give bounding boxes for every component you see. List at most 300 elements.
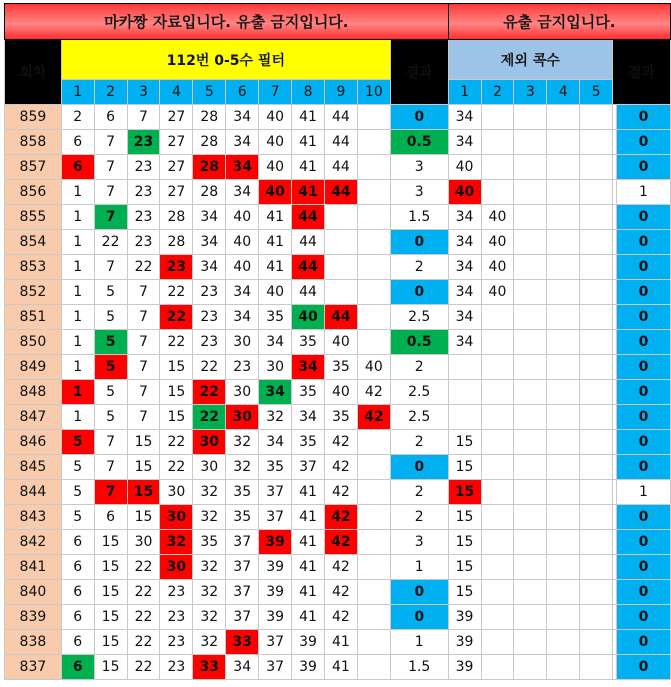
number-cell[interactable]: 44 [292, 255, 325, 280]
round-cell[interactable]: 858 [5, 130, 62, 155]
number-cell[interactable]: 22 [127, 580, 160, 605]
number-cell[interactable]: 1 [61, 180, 94, 205]
excluded-number-cell[interactable] [580, 530, 613, 555]
number-cell[interactable]: 34 [226, 105, 259, 130]
excluded-number-cell[interactable] [481, 480, 514, 505]
excluded-number-cell[interactable] [514, 530, 547, 555]
result2-cell[interactable]: 0 [616, 555, 670, 580]
excluded-number-cell[interactable] [547, 255, 580, 280]
number-cell[interactable]: 32 [193, 605, 226, 630]
excluded-number-cell[interactable] [481, 580, 514, 605]
excluded-number-cell[interactable] [580, 555, 613, 580]
excluded-number-cell[interactable]: 15 [448, 480, 481, 505]
round-cell[interactable]: 856 [5, 180, 62, 205]
number-cell[interactable]: 32 [259, 405, 292, 430]
excluded-number-cell[interactable]: 34 [448, 205, 481, 230]
number-cell[interactable]: 37 [259, 630, 292, 655]
excluded-number-cell[interactable] [580, 355, 613, 380]
excluded-number-cell[interactable] [448, 355, 481, 380]
number-cell[interactable]: 35 [226, 505, 259, 530]
number-cell[interactable]: 40 [259, 180, 292, 205]
number-cell[interactable]: 44 [324, 105, 357, 130]
excluded-number-cell[interactable]: 40 [481, 255, 514, 280]
round-cell[interactable]: 851 [5, 305, 62, 330]
number-cell[interactable]: 35 [324, 355, 357, 380]
number-cell[interactable]: 5 [61, 430, 94, 455]
excluded-number-cell[interactable] [580, 105, 613, 130]
result-cell[interactable]: 1.5 [390, 655, 448, 680]
number-cell[interactable]: 34 [226, 305, 259, 330]
number-cell[interactable]: 6 [61, 155, 94, 180]
excluded-number-cell[interactable] [481, 555, 514, 580]
excluded-number-cell[interactable] [547, 180, 580, 205]
result2-cell[interactable]: 0 [616, 505, 670, 530]
number-cell[interactable]: 7 [94, 205, 127, 230]
number-cell[interactable]: 34 [259, 430, 292, 455]
number-cell[interactable]: 22 [193, 380, 226, 405]
number-cell[interactable]: 32 [193, 580, 226, 605]
number-cell[interactable]: 42 [324, 505, 357, 530]
number-cell[interactable]: 23 [193, 330, 226, 355]
number-cell[interactable]: 42 [324, 480, 357, 505]
number-cell[interactable]: 5 [94, 305, 127, 330]
number-cell[interactable]: 22 [127, 655, 160, 680]
excluded-number-cell[interactable]: 15 [448, 555, 481, 580]
number-cell[interactable]: 7 [94, 430, 127, 455]
result2-cell[interactable]: 0 [616, 355, 670, 380]
number-cell[interactable]: 22 [193, 355, 226, 380]
result2-cell[interactable]: 0 [616, 255, 670, 280]
number-cell[interactable] [357, 530, 390, 555]
excluded-number-cell[interactable] [514, 180, 547, 205]
excluded-number-cell[interactable] [547, 205, 580, 230]
result2-cell[interactable]: 0 [616, 305, 670, 330]
number-cell[interactable]: 1 [61, 405, 94, 430]
excluded-number-cell[interactable] [547, 130, 580, 155]
number-cell[interactable]: 35 [292, 330, 325, 355]
excluded-number-cell[interactable] [514, 655, 547, 680]
result-cell[interactable]: 1.5 [390, 205, 448, 230]
excluded-number-cell[interactable] [514, 155, 547, 180]
excluded-number-cell[interactable] [547, 555, 580, 580]
number-cell[interactable] [357, 580, 390, 605]
round-cell[interactable]: 843 [5, 505, 62, 530]
result-cell[interactable]: 2.5 [390, 405, 448, 430]
number-cell[interactable]: 32 [193, 480, 226, 505]
excluded-number-cell[interactable] [580, 230, 613, 255]
excluded-number-cell[interactable]: 40 [448, 155, 481, 180]
number-cell[interactable]: 1 [61, 280, 94, 305]
result2-cell[interactable]: 0 [616, 430, 670, 455]
round-cell[interactable]: 838 [5, 630, 62, 655]
number-cell[interactable]: 41 [259, 255, 292, 280]
number-cell[interactable]: 15 [160, 355, 193, 380]
excluded-number-cell[interactable] [580, 280, 613, 305]
round-cell[interactable]: 842 [5, 530, 62, 555]
number-cell[interactable]: 34 [226, 155, 259, 180]
number-cell[interactable]: 5 [94, 355, 127, 380]
excluded-number-cell[interactable] [580, 505, 613, 530]
number-cell[interactable]: 37 [259, 655, 292, 680]
excluded-number-cell[interactable] [547, 330, 580, 355]
result2-cell[interactable]: 0 [616, 630, 670, 655]
number-cell[interactable]: 15 [127, 505, 160, 530]
number-cell[interactable]: 1 [61, 380, 94, 405]
excluded-number-cell[interactable] [547, 455, 580, 480]
round-cell[interactable]: 847 [5, 405, 62, 430]
excluded-number-cell[interactable] [481, 430, 514, 455]
number-cell[interactable]: 42 [324, 530, 357, 555]
number-cell[interactable] [357, 455, 390, 480]
number-cell[interactable]: 22 [160, 330, 193, 355]
excluded-number-cell[interactable] [547, 380, 580, 405]
number-cell[interactable]: 42 [357, 380, 390, 405]
number-cell[interactable]: 35 [193, 530, 226, 555]
number-cell[interactable]: 7 [127, 105, 160, 130]
excluded-number-cell[interactable] [580, 180, 613, 205]
number-cell[interactable]: 30 [193, 455, 226, 480]
result2-cell[interactable]: 0 [616, 205, 670, 230]
round-cell[interactable]: 857 [5, 155, 62, 180]
number-cell[interactable]: 32 [160, 530, 193, 555]
number-cell[interactable]: 30 [226, 405, 259, 430]
number-cell[interactable]: 15 [94, 605, 127, 630]
result2-cell[interactable]: 0 [616, 230, 670, 255]
number-cell[interactable]: 22 [127, 605, 160, 630]
excluded-number-cell[interactable] [514, 105, 547, 130]
excluded-number-cell[interactable] [481, 605, 514, 630]
excluded-number-cell[interactable]: 34 [448, 280, 481, 305]
excluded-number-cell[interactable] [547, 480, 580, 505]
number-cell[interactable]: 44 [324, 180, 357, 205]
number-cell[interactable]: 5 [94, 405, 127, 430]
excluded-number-cell[interactable]: 34 [448, 330, 481, 355]
number-cell[interactable]: 5 [94, 330, 127, 355]
number-cell[interactable]: 30 [259, 355, 292, 380]
excluded-number-cell[interactable]: 34 [448, 255, 481, 280]
excluded-number-cell[interactable] [547, 305, 580, 330]
number-cell[interactable]: 30 [127, 530, 160, 555]
number-cell[interactable]: 28 [193, 105, 226, 130]
number-cell[interactable]: 37 [259, 505, 292, 530]
number-cell[interactable]: 41 [292, 530, 325, 555]
number-cell[interactable]: 30 [226, 380, 259, 405]
excluded-number-cell[interactable] [514, 430, 547, 455]
excluded-number-cell[interactable] [547, 355, 580, 380]
number-cell[interactable]: 40 [226, 255, 259, 280]
result2-cell[interactable]: 1 [616, 180, 670, 205]
result-cell[interactable]: 3 [390, 155, 448, 180]
number-cell[interactable]: 7 [94, 180, 127, 205]
number-cell[interactable]: 23 [127, 155, 160, 180]
excluded-number-cell[interactable] [580, 430, 613, 455]
number-cell[interactable]: 34 [193, 205, 226, 230]
number-cell[interactable]: 44 [324, 155, 357, 180]
round-cell[interactable]: 849 [5, 355, 62, 380]
result2-cell[interactable]: 0 [616, 455, 670, 480]
excluded-number-cell[interactable] [514, 305, 547, 330]
number-cell[interactable]: 42 [324, 605, 357, 630]
excluded-number-cell[interactable] [547, 230, 580, 255]
excluded-number-cell[interactable] [547, 605, 580, 630]
excluded-number-cell[interactable] [580, 605, 613, 630]
excluded-number-cell[interactable]: 40 [481, 280, 514, 305]
result2-cell[interactable]: 0 [616, 405, 670, 430]
number-cell[interactable]: 44 [324, 130, 357, 155]
result-cell[interactable]: 2 [390, 255, 448, 280]
excluded-number-cell[interactable] [547, 505, 580, 530]
excluded-number-cell[interactable] [481, 155, 514, 180]
number-cell[interactable]: 42 [357, 405, 390, 430]
number-cell[interactable]: 28 [193, 130, 226, 155]
round-cell[interactable]: 846 [5, 430, 62, 455]
number-cell[interactable]: 37 [226, 530, 259, 555]
result-cell[interactable]: 2 [390, 480, 448, 505]
number-cell[interactable]: 7 [94, 155, 127, 180]
result2-cell[interactable]: 0 [616, 330, 670, 355]
number-cell[interactable]: 6 [61, 580, 94, 605]
excluded-number-cell[interactable] [481, 180, 514, 205]
number-cell[interactable]: 27 [160, 105, 193, 130]
number-cell[interactable]: 22 [127, 255, 160, 280]
excluded-number-cell[interactable] [514, 605, 547, 630]
number-cell[interactable]: 23 [127, 180, 160, 205]
number-cell[interactable]: 5 [61, 455, 94, 480]
round-cell[interactable]: 850 [5, 330, 62, 355]
round-cell[interactable]: 837 [5, 655, 62, 680]
result2-cell[interactable]: 0 [616, 580, 670, 605]
number-cell[interactable] [357, 630, 390, 655]
excluded-number-cell[interactable]: 15 [448, 505, 481, 530]
excluded-number-cell[interactable] [547, 105, 580, 130]
number-cell[interactable]: 41 [292, 605, 325, 630]
excluded-number-cell[interactable] [481, 305, 514, 330]
number-cell[interactable]: 7 [94, 130, 127, 155]
excluded-number-cell[interactable]: 34 [448, 130, 481, 155]
number-cell[interactable]: 23 [160, 580, 193, 605]
number-cell[interactable]: 27 [160, 130, 193, 155]
result-cell[interactable]: 2 [390, 430, 448, 455]
number-cell[interactable]: 37 [292, 455, 325, 480]
result2-cell[interactable]: 0 [616, 280, 670, 305]
number-cell[interactable]: 7 [127, 405, 160, 430]
number-cell[interactable]: 41 [292, 155, 325, 180]
excluded-number-cell[interactable] [481, 330, 514, 355]
number-cell[interactable]: 39 [292, 630, 325, 655]
excluded-number-cell[interactable]: 39 [448, 630, 481, 655]
number-cell[interactable]: 22 [193, 405, 226, 430]
excluded-number-cell[interactable]: 40 [481, 230, 514, 255]
result-cell[interactable]: 0 [390, 605, 448, 630]
excluded-number-cell[interactable] [481, 630, 514, 655]
number-cell[interactable]: 40 [259, 105, 292, 130]
number-cell[interactable]: 1 [61, 305, 94, 330]
number-cell[interactable]: 6 [94, 505, 127, 530]
excluded-number-cell[interactable] [514, 455, 547, 480]
excluded-number-cell[interactable] [580, 330, 613, 355]
number-cell[interactable]: 39 [292, 655, 325, 680]
number-cell[interactable]: 40 [324, 380, 357, 405]
number-cell[interactable]: 34 [292, 355, 325, 380]
number-cell[interactable]: 15 [94, 530, 127, 555]
number-cell[interactable]: 7 [127, 355, 160, 380]
number-cell[interactable]: 6 [61, 530, 94, 555]
excluded-number-cell[interactable] [547, 155, 580, 180]
number-cell[interactable]: 44 [292, 230, 325, 255]
result2-cell[interactable]: 0 [616, 530, 670, 555]
result-cell[interactable]: 0.5 [390, 330, 448, 355]
number-cell[interactable]: 39 [259, 605, 292, 630]
number-cell[interactable]: 35 [324, 405, 357, 430]
number-cell[interactable]: 15 [94, 655, 127, 680]
number-cell[interactable]: 6 [61, 555, 94, 580]
number-cell[interactable]: 7 [127, 305, 160, 330]
result-cell[interactable]: 2.5 [390, 305, 448, 330]
number-cell[interactable]: 32 [226, 455, 259, 480]
number-cell[interactable]: 6 [61, 130, 94, 155]
excluded-number-cell[interactable] [580, 305, 613, 330]
number-cell[interactable]: 40 [259, 130, 292, 155]
number-cell[interactable]: 23 [127, 130, 160, 155]
number-cell[interactable]: 15 [160, 380, 193, 405]
result-cell[interactable]: 3 [390, 180, 448, 205]
number-cell[interactable]: 34 [226, 130, 259, 155]
excluded-number-cell[interactable] [580, 155, 613, 180]
number-cell[interactable] [357, 180, 390, 205]
excluded-number-cell[interactable] [514, 280, 547, 305]
number-cell[interactable]: 35 [226, 480, 259, 505]
number-cell[interactable]: 32 [193, 630, 226, 655]
number-cell[interactable]: 41 [292, 180, 325, 205]
number-cell[interactable]: 41 [292, 505, 325, 530]
number-cell[interactable] [357, 305, 390, 330]
excluded-number-cell[interactable]: 15 [448, 455, 481, 480]
number-cell[interactable]: 35 [259, 305, 292, 330]
number-cell[interactable]: 2 [61, 105, 94, 130]
result-cell[interactable]: 1 [390, 630, 448, 655]
number-cell[interactable] [357, 555, 390, 580]
excluded-number-cell[interactable] [580, 480, 613, 505]
number-cell[interactable]: 41 [324, 630, 357, 655]
number-cell[interactable]: 1 [61, 355, 94, 380]
excluded-number-cell[interactable] [514, 580, 547, 605]
excluded-number-cell[interactable] [514, 230, 547, 255]
number-cell[interactable]: 41 [259, 205, 292, 230]
number-cell[interactable]: 40 [226, 205, 259, 230]
excluded-number-cell[interactable] [481, 105, 514, 130]
result-cell[interactable]: 1 [390, 555, 448, 580]
excluded-number-cell[interactable] [580, 380, 613, 405]
number-cell[interactable]: 6 [94, 105, 127, 130]
number-cell[interactable]: 32 [193, 505, 226, 530]
number-cell[interactable] [357, 105, 390, 130]
number-cell[interactable] [324, 205, 357, 230]
number-cell[interactable]: 23 [160, 630, 193, 655]
excluded-number-cell[interactable]: 34 [448, 105, 481, 130]
round-cell[interactable]: 844 [5, 480, 62, 505]
number-cell[interactable]: 15 [127, 480, 160, 505]
excluded-number-cell[interactable] [514, 380, 547, 405]
excluded-number-cell[interactable] [547, 580, 580, 605]
number-cell[interactable]: 34 [226, 180, 259, 205]
excluded-number-cell[interactable] [481, 530, 514, 555]
number-cell[interactable]: 23 [193, 305, 226, 330]
number-cell[interactable] [357, 480, 390, 505]
number-cell[interactable]: 1 [61, 255, 94, 280]
number-cell[interactable]: 37 [259, 480, 292, 505]
number-cell[interactable]: 27 [160, 155, 193, 180]
round-cell[interactable]: 855 [5, 205, 62, 230]
excluded-number-cell[interactable] [547, 530, 580, 555]
excluded-number-cell[interactable] [580, 130, 613, 155]
number-cell[interactable]: 7 [127, 330, 160, 355]
round-cell[interactable]: 841 [5, 555, 62, 580]
number-cell[interactable]: 40 [259, 280, 292, 305]
excluded-number-cell[interactable] [481, 505, 514, 530]
number-cell[interactable]: 6 [61, 630, 94, 655]
excluded-number-cell[interactable] [481, 130, 514, 155]
number-cell[interactable]: 15 [127, 455, 160, 480]
number-cell[interactable]: 39 [259, 530, 292, 555]
number-cell[interactable]: 22 [94, 230, 127, 255]
number-cell[interactable]: 41 [324, 655, 357, 680]
excluded-number-cell[interactable]: 40 [448, 180, 481, 205]
result-cell[interactable]: 0 [390, 230, 448, 255]
excluded-number-cell[interactable] [514, 505, 547, 530]
number-cell[interactable] [324, 255, 357, 280]
number-cell[interactable]: 23 [160, 605, 193, 630]
number-cell[interactable]: 30 [160, 505, 193, 530]
number-cell[interactable]: 22 [160, 280, 193, 305]
number-cell[interactable]: 27 [160, 180, 193, 205]
number-cell[interactable]: 7 [127, 280, 160, 305]
result2-cell[interactable]: 0 [616, 655, 670, 680]
excluded-number-cell[interactable]: 39 [448, 655, 481, 680]
number-cell[interactable]: 23 [127, 230, 160, 255]
number-cell[interactable] [324, 280, 357, 305]
number-cell[interactable]: 37 [226, 605, 259, 630]
number-cell[interactable]: 7 [94, 255, 127, 280]
number-cell[interactable] [357, 280, 390, 305]
number-cell[interactable]: 37 [226, 555, 259, 580]
number-cell[interactable]: 5 [94, 280, 127, 305]
excluded-number-cell[interactable] [580, 630, 613, 655]
excluded-number-cell[interactable] [514, 205, 547, 230]
number-cell[interactable]: 6 [61, 605, 94, 630]
number-cell[interactable]: 34 [226, 280, 259, 305]
number-cell[interactable]: 28 [160, 230, 193, 255]
number-cell[interactable]: 41 [292, 105, 325, 130]
number-cell[interactable]: 5 [94, 380, 127, 405]
number-cell[interactable]: 1 [61, 230, 94, 255]
excluded-number-cell[interactable] [580, 205, 613, 230]
excluded-number-cell[interactable]: 34 [448, 305, 481, 330]
number-cell[interactable]: 42 [324, 580, 357, 605]
number-cell[interactable]: 34 [193, 230, 226, 255]
excluded-number-cell[interactable] [481, 405, 514, 430]
number-cell[interactable]: 32 [193, 555, 226, 580]
number-cell[interactable]: 40 [292, 305, 325, 330]
number-cell[interactable]: 44 [292, 280, 325, 305]
number-cell[interactable]: 41 [292, 555, 325, 580]
excluded-number-cell[interactable] [448, 380, 481, 405]
number-cell[interactable]: 30 [193, 430, 226, 455]
excluded-number-cell[interactable] [514, 405, 547, 430]
number-cell[interactable] [357, 230, 390, 255]
number-cell[interactable]: 39 [259, 580, 292, 605]
number-cell[interactable]: 5 [61, 480, 94, 505]
number-cell[interactable]: 33 [193, 655, 226, 680]
